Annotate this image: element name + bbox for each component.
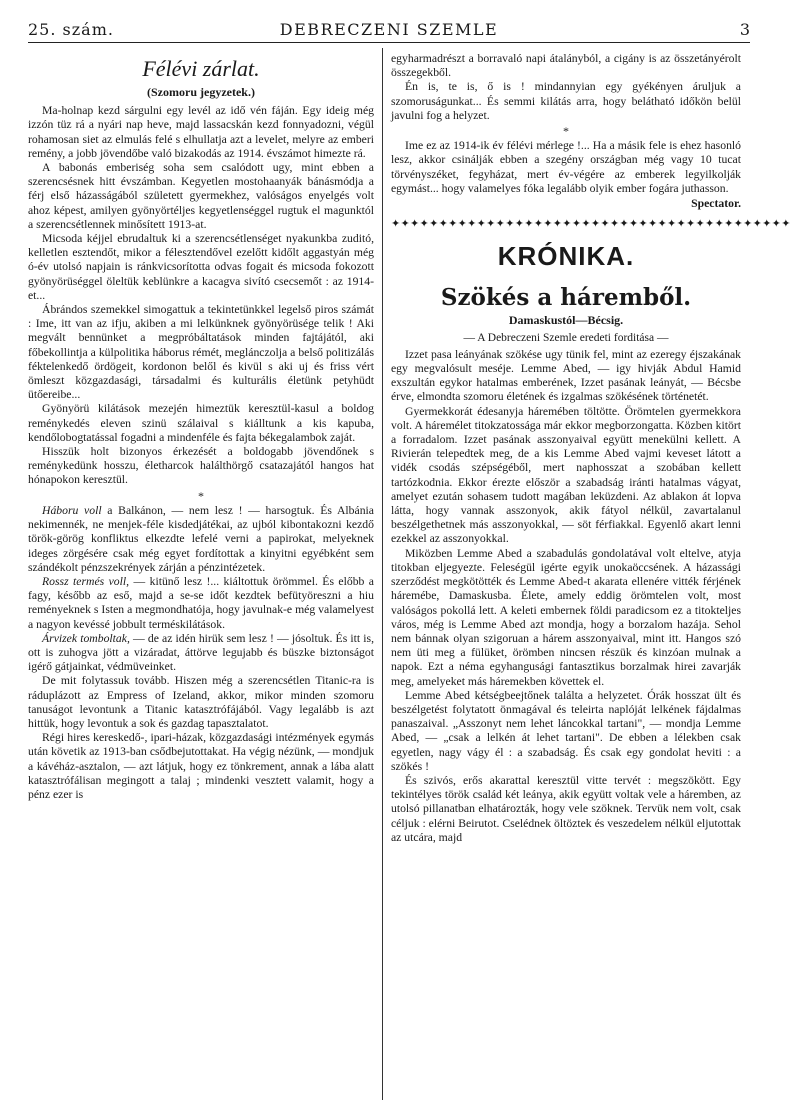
note-lead: Árvizek tomboltak, <box>42 631 130 645</box>
paragraph: Gyönyörü kilátások mezején himeztük keresztül-kasul a boldog reménykedés eleven szinü szálaival s kiálltunk a kis kapuba, kendőlobogtatással fogadni a mindenféle és fajta békegalambok zaját. <box>28 402 374 444</box>
article-title: Félévi zárlat. <box>142 56 260 81</box>
paragraph: És szivós, erős akarattal keresztül vitte tervét : megszökött. Egy tekintélyes török család két leánya, akik együtt voltak vele a háremben, az utolsó pillanatban elhatározták, hogy vele szöknek. Tervük nem volt, csak céljuk : elérni Beirutot. Cselédnek öltöztek és veszedelem nélkül eljutottak az utcára, majd <box>391 773 741 844</box>
note-paragraph <box>28 632 374 675</box>
paragraph: Lemme Abed kétségbeejtőnek találta a helyzetet. Órák hosszat ült és beszélgetést folytatott önmagával és teleirta naplóját lelkének fájdalmas panaszaival. „Asszonyt nem lehet láncokkal tartani", — mondja Lemme Abed, — „csak a lelkén át lehet tartani". De ebben a lélekben csak egyetlen, nagy vágy él : a szabadság. És csak egy gondolat heviti : a szökés ! <box>391 688 741 773</box>
story-title: Szökés a háremből. <box>440 284 692 312</box>
publication-title: DEBRECZENI SZEMLE <box>279 20 499 39</box>
note-lead: Háboru voll <box>42 503 102 517</box>
paragraph: egyharmadrészt a borravaló napi átalányból, a cigány is az összetányérolt összegekből. <box>391 52 741 80</box>
note-text: a Balkánon, — nem lesz ! — harsogtuk. És Albánia nekimennék, ne menjek-féle kisdedjátékai, az ujból kibontakozni kezdő török-görög konfliktus elkezdte lefelé verni a papirokat, melyeknek ideges zörgésére csak még egyet fordítottak a kinyitni egyébként sem szándékolt pénzszekrények zárján a pénzintézetek. <box>28 503 374 574</box>
paragraph: Miközben Lemme Abed a szabadulás gondolatával volt eltelve, atyja titokban eljegyezte. Feleségül igérte egyik unokaöccsének. A házassági szerződést megkötötték és Lemme Abed-t akarata ellenére vitték férjének háremébe, Damaskusba. Élete, amely eddig örömtelen volt, most valóságos pokollá lett. A keleti embernek földi paradicsom ez a titokteljes város, még is Lemme Abed azt mondja, hogy a borzalom hazája. Sehol nem bánnak olyan szigoruan a hárem asszonyaival, mint itt. Hangos szó nem üti meg a fülüket, örömben nincsen részük és kinzóan mulnak a napok. Ezt a néma egyhangusági fantasztikus borzalmak hirei zavarják meg, amelyeket más háremekben követtek el. <box>391 546 741 688</box>
paragraph: Micsoda kéjjel ebrudaltuk ki a szerencsétlenséget nyakunkba zuditó, kelletlen esztendőt, mikor a félesztendővel ezelőtt kidőlt aggastyán még ó-év utolsó napjain is ránkvicsorította odvas fogait és micsoda fokozott gyönyörüséggel öleltük keblünkre a kacagva sivító csecsemőt : az 1914-et... <box>28 232 374 302</box>
paragraph: Ábrándos szemekkel simogattuk a tekintetünkkel legelső piros számát : Ime, itt van az ifju, akiben a mi lelkünknek gyönyörüsége telik ! Aki megvált bennünket a megpróbáltatások minden fajtájától, aki főbekollintja a külpolitika háborus rémét, meglánczolja a belső politizálás féktelenkedő ördögeit, kordonon belől és kivül s aki uj és friss vért ömleszt közgazdasági, társadalmi és kulturális életünk petyhüdt ütőereibe... <box>28 303 374 402</box>
page-number: 3 <box>739 20 750 39</box>
paragraph: Én is, te is, ő is ! mindannyian egy gyékényen áruljuk a szomoruságunkat... És semmi kilátás arra, hogy belátható időkön belül javulni fog a helyzet. <box>391 80 741 122</box>
page-header <box>28 16 750 43</box>
column-divider <box>382 48 383 1100</box>
section-heading: KRÓNIKA. <box>497 241 635 272</box>
section-separator: * <box>198 488 204 503</box>
paragraph: Hisszük holt bizonyos érkezését a boldogabb jövendőnek s reménykedünk hosszu, életharcok halálthörgő csatazajától hangos hat hónapokon keresztül. <box>28 445 374 487</box>
paragraph: Ime ez az 1914-ik év félévi mérlege !... Ha a másik fele is ehez hasonló lesz, akkor csinálják ebben a szegény országban még vagy 10 tucat törvényszéket, fegyházat, mert év-végére az emberek legyilkolják egymást... hogy valamelyes fóka legalább olyik ember fogára juthasson. <box>391 139 741 195</box>
right-column <box>391 52 791 845</box>
note-text: — de az idén hirük sem lesz ! — jósoltuk. És itt is, ott is zuhogva jött a vizáradat, áttörve legujabb és büszke biztonságot igérő gátjainkat, védmüveinket. <box>28 631 375 674</box>
issue-number: 25. szám. <box>28 20 114 39</box>
note-lead: Rossz termés voll, <box>42 574 130 588</box>
paragraph: Ma-holnap kezd sárgulni egy levél az idő vén fáján. Egy ideig még izzón tüz rá a nyári nap heve, majd lassacskán kezd fonnyadozni, végül rohamosan siet az elmulás felé s elhullatja azt a levelet, melyre az emberi remény, a jobb jövendőbe való bizakodás az 1914. évszámot himezte rá. <box>28 104 374 160</box>
left-column <box>28 52 374 802</box>
author-signature: Spectator. <box>691 197 741 211</box>
paragraph: Izzet pasa leányának szökése ugy tünik fel, mint az ezeregy éjszakának egy megvalósult meséje. Lemme Abed, — igy hivják Abdul Hamid exszultán egykor hatalmas emberének, Izzet pasának leányát, — Bécsbe érve, elmondta szomoru életének és izgalmas szökésének történetét. <box>391 347 741 404</box>
paragraph: Régi hires kereskedő-, ipari-házak, közgazdasági intézmények egymás után követik az 1913-ban csődbejutottakat. Ha végig nézünk, — mondjuk a kávéház-asztalon, — azt látjuk, hogy ez tönkrement, annak a lába alatt katasztrófálisan megingott a talaj ; mindenki vesztett valamit, hogy a pénz ezer is <box>28 731 374 801</box>
article-subtitle: (Szomoru jegyzetek.) <box>147 85 255 99</box>
note-text: — kitünő lesz !... kiáltottuk örömmel. És előbb a fagy, később az eső, majd a se-se időt kezdtek befütyöreszni a hiu reményeknek s Isten a megmondhatója, hogy javulnak-e még valamelyest a nagyon kevéssé jobbult terméskilátások. <box>28 574 374 631</box>
section-separator: * <box>563 124 569 139</box>
paragraph: A babonás emberiség soha sem csalódott ugy, mint ebben a szerencsésnek hitt évszámban. Kegyetlen mostohaanyák bánásmódja a férj első házasságából született gyermekhez, valóságos enyelgés volt ahoz képest, amilyen gyönyörtéljes kegyetlenséggel rugtuk el magunktól a szerencsétlennek minősített 1913-at. <box>28 161 374 231</box>
story-byline: — A Debreczeni Szemle eredeti forditása — <box>463 331 669 344</box>
note-paragraph <box>28 575 374 632</box>
ornamental-rule: ✦✦✦✦✦✦✦✦✦✦✦✦✦✦✦✦✦✦✦✦✦✦✦✦✦✦✦✦✦✦✦✦✦✦✦✦✦✦✦✦✦✦ <box>391 218 791 231</box>
story-dateline: Damaskustól—Bécsig. <box>508 313 624 328</box>
note-paragraph <box>28 504 374 575</box>
paragraph: Gyermekkorát édesanyja háremében töltötte. Örömtelen gyermekkora volt. A háremélet titokzatossága már ekkor megborzongatta. Közben kitört a forradalom. Izzet pasának asszonyaival együtt menekülni kellett. A Rivierán telepedtek meg, de a kis Lemme Abed vajmi keveset látott a vidék csodás szépségéből, mert naphosszat a szobában kellett tartózkodnia. Ekkor érezte először a szabadság iránti hatalmas vágyat, amelyet ezután sohasem tudott magában leküzdeni. Az ablakon át lopva látta, hogy vannak asszonyok, akik fátyol nélkül, zavartalanul beszélgethetnek más asszonyokkal, — söt férfiakkal. Egyenlő akart lenni ezekkel az asszonyokkal. <box>391 404 741 546</box>
paragraph: De mit folytassuk tovább. Hiszen még a szerencsétlen Titanic-ra is ráduplázott az Empress of Izeland, akkor, mikor minden szomoru tanuságot levontunk a Titanic katasztrófájából. Vagy legalább is azt hittük, hogy levontuk a sok és gazdag tapasztalatot. <box>28 674 374 730</box>
